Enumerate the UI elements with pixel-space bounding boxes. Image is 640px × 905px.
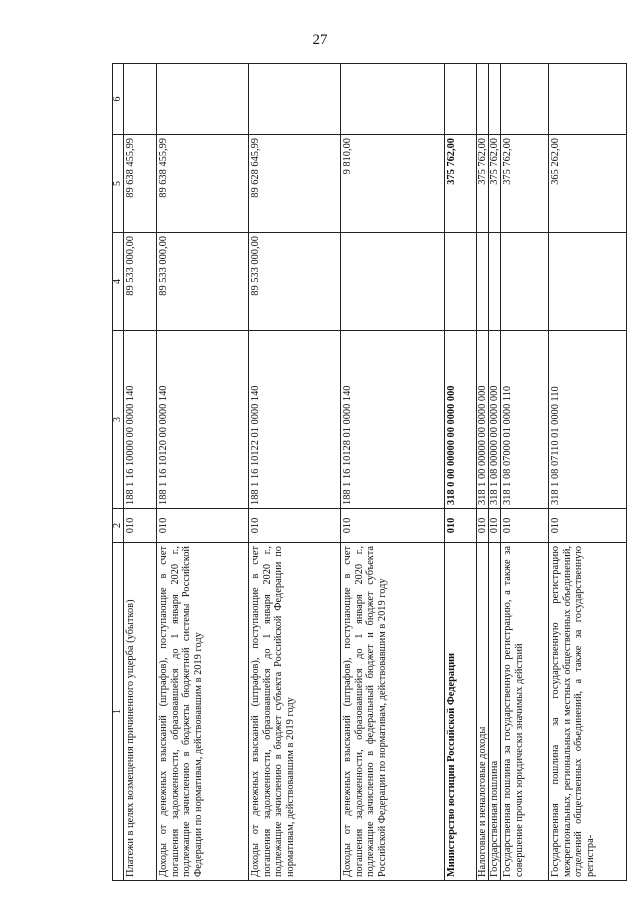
revenue-table bbox=[112, 63, 627, 881]
row-note bbox=[249, 64, 341, 135]
row-fact: 89 638 455,99 bbox=[157, 135, 249, 233]
row-plan: 89 533 000,00 bbox=[249, 233, 341, 331]
row-kbk: 318 1 08 07110 01 0000 110 bbox=[549, 331, 627, 509]
column-header: 2 bbox=[113, 509, 124, 543]
row-kbk: 318 0 00 00000 00 0000 000 bbox=[445, 331, 477, 509]
row-code: 010 bbox=[489, 509, 501, 543]
row-plan: 89 533 000,00 bbox=[157, 233, 249, 331]
column-header: 3 bbox=[113, 331, 124, 509]
row-plan: 89 533 000,00 bbox=[124, 233, 157, 331]
row-fact: 375 762,00 bbox=[489, 135, 501, 233]
row-note bbox=[477, 64, 489, 135]
row-fact: 375 762,00 bbox=[445, 135, 477, 233]
row-fact: 9 810,00 bbox=[341, 135, 445, 233]
row-note bbox=[341, 64, 445, 135]
page-number: 27 bbox=[312, 32, 328, 48]
column-header: 5 bbox=[113, 135, 124, 233]
row-kbk: 318 1 08 07000 01 0000 110 bbox=[501, 331, 549, 509]
row-kbk: 318 1 00 00000 00 0000 000 bbox=[477, 331, 489, 509]
row-note bbox=[489, 64, 501, 135]
column-header: 4 bbox=[113, 233, 124, 331]
table-row bbox=[157, 64, 249, 881]
row-name: Платежи в целях возмещения причиненного ущерба (убытков) bbox=[124, 543, 157, 881]
table-row bbox=[477, 64, 489, 881]
table-header-row bbox=[113, 64, 124, 881]
row-fact: 89 628 645,99 bbox=[249, 135, 341, 233]
row-plan bbox=[477, 233, 489, 331]
row-kbk: 188 1 16 10122 01 0000 140 bbox=[249, 331, 341, 509]
row-note bbox=[549, 64, 627, 135]
table-row bbox=[489, 64, 501, 881]
row-note bbox=[445, 64, 477, 135]
table-row bbox=[249, 64, 341, 881]
row-code: 010 bbox=[445, 509, 477, 543]
row-code: 010 bbox=[501, 509, 549, 543]
row-note bbox=[157, 64, 249, 135]
table-row bbox=[124, 64, 157, 881]
row-code: 010 bbox=[249, 509, 341, 543]
row-code: 010 bbox=[477, 509, 489, 543]
column-header: 1 bbox=[113, 543, 124, 881]
table-row bbox=[549, 64, 627, 881]
row-name: Доходы от денежных взысканий (штрафов), поступающие в счет погашения задолженности, образовавшейся до 1 января 2020 г., подлежащие зачислению в федеральный бюджет и бюджет субъекта Российской Федерации по нормативам, действовавшим в 2019 году bbox=[341, 543, 445, 881]
row-fact: 375 762,00 bbox=[477, 135, 489, 233]
table-row bbox=[445, 64, 477, 881]
row-kbk: 188 1 16 10000 00 0000 140 bbox=[124, 331, 157, 509]
row-fact: 89 638 455,99 bbox=[124, 135, 157, 233]
row-plan bbox=[341, 233, 445, 331]
row-plan bbox=[489, 233, 501, 331]
row-name: Государственная пошлина за государственную регистрацию, а также за совершение прочих юридически значимых действий bbox=[501, 543, 549, 881]
row-fact: 375 762,00 bbox=[501, 135, 549, 233]
row-kbk: 188 1 16 10128 01 0000 140 bbox=[341, 331, 445, 509]
table-row bbox=[501, 64, 549, 881]
row-fact: 365 262,00 bbox=[549, 135, 627, 233]
row-plan bbox=[549, 233, 627, 331]
row-name: Налоговые и неналоговые доходы bbox=[477, 543, 489, 881]
row-code: 010 bbox=[341, 509, 445, 543]
row-kbk: 188 1 16 10120 00 0000 140 bbox=[157, 331, 249, 509]
row-note bbox=[124, 64, 157, 135]
row-note bbox=[501, 64, 549, 135]
row-plan bbox=[445, 233, 477, 331]
row-code: 010 bbox=[124, 509, 157, 543]
row-name: Доходы от денежных взысканий (штрафов), поступающие в счет погашения задолженности, образовавшейся до 1 января 2020 г., подлежащие зачислению в бюджеты бюджетной системы Российской Федерации по нормативам, действовавшим в 2019 году bbox=[157, 543, 249, 881]
row-kbk: 318 1 08 00000 00 0000 000 bbox=[489, 331, 501, 509]
column-header: 6 bbox=[113, 64, 124, 135]
row-name: Министерство юстиции Российской Федерации bbox=[445, 543, 477, 881]
row-name: Доходы от денежных взысканий (штрафов), поступающие в счет погашения задолженности, образовавшейся до 1 января 2020 г., подлежащие зачислению в бюджет субъекта Российской Федерации по нормативам, действовавшим в 2019 году bbox=[249, 543, 341, 881]
rotated-table-container bbox=[112, 64, 626, 881]
row-name: Государственная пошлина за государственную регистрацию межрегиональных, региональных и местных общественных объединений, отделений общественных объединений, а также за государственную регистра- bbox=[549, 543, 627, 881]
row-code: 010 bbox=[549, 509, 627, 543]
row-plan bbox=[501, 233, 549, 331]
table-row bbox=[341, 64, 445, 881]
row-code: 010 bbox=[157, 509, 249, 543]
row-name: Государственная пошлина bbox=[489, 543, 501, 881]
